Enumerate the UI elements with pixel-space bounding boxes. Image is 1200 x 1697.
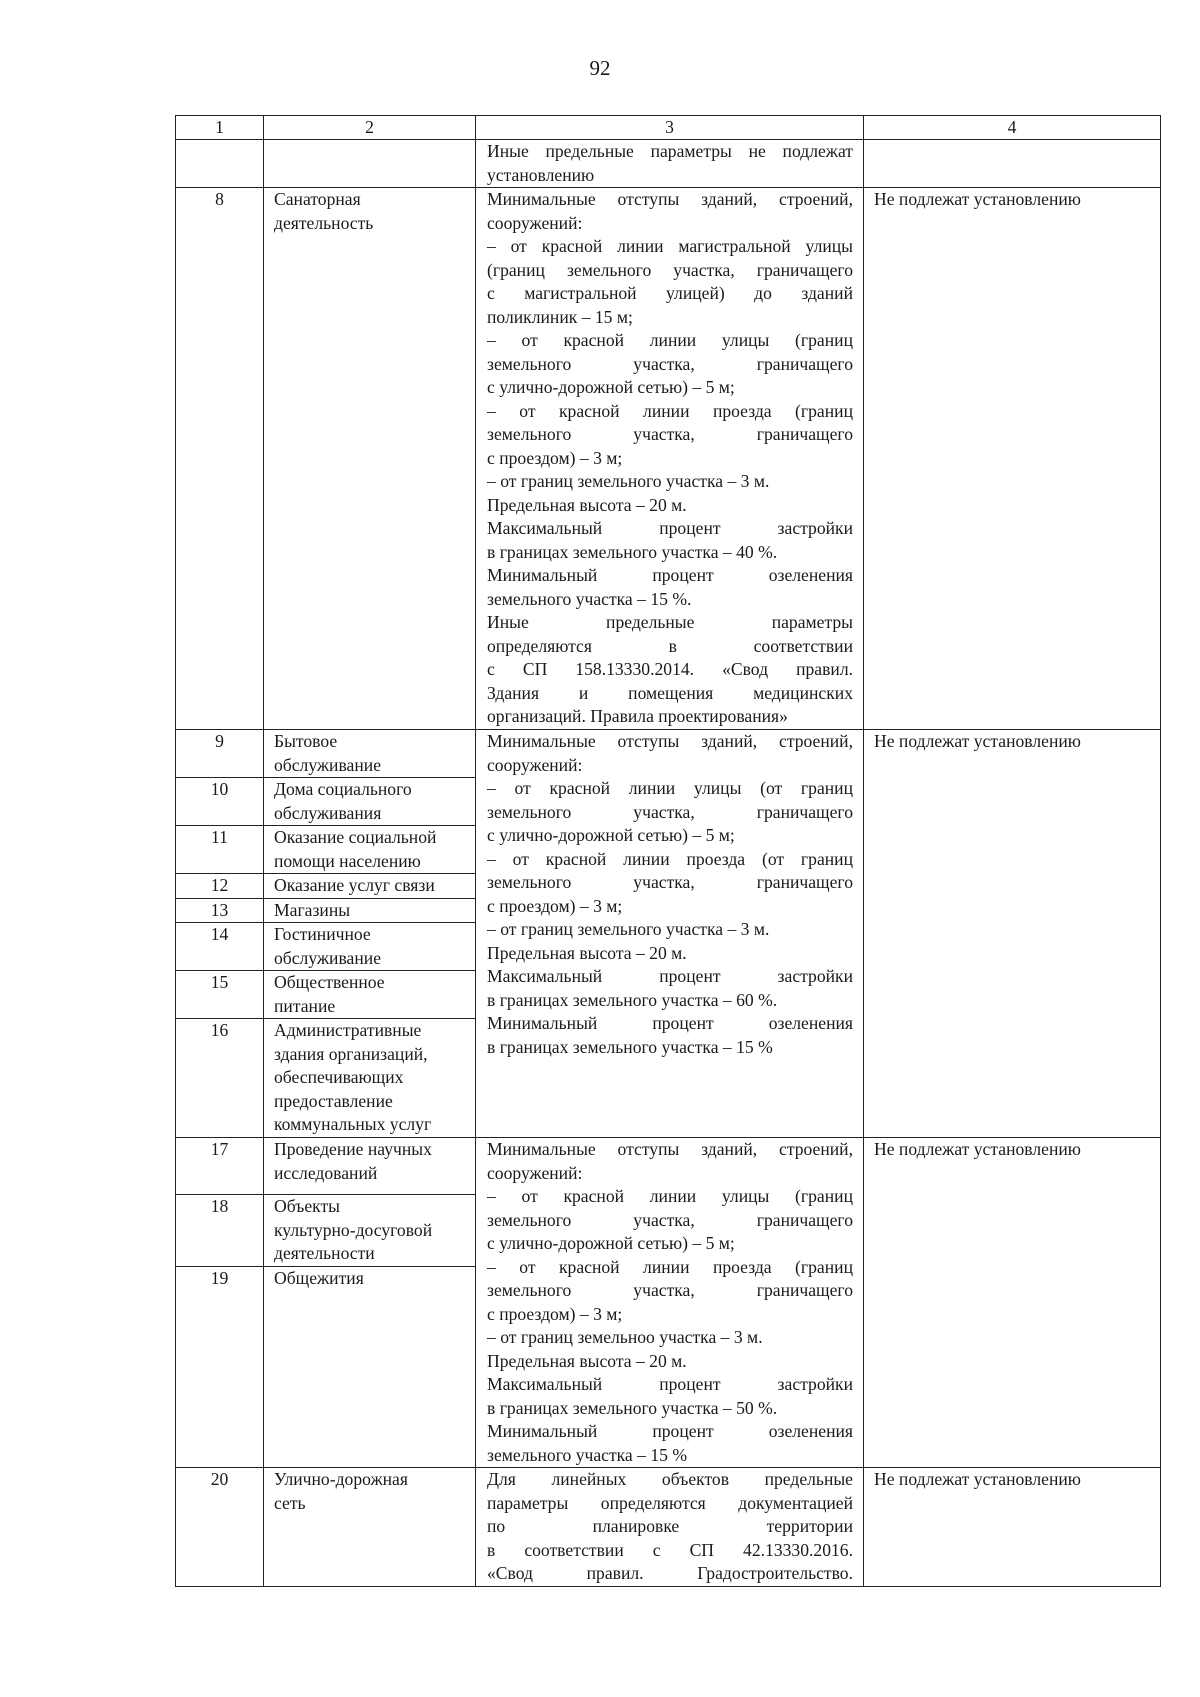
param-line: земельного участка – 15 %. [487,588,692,609]
name-line: коммунальных услуг [274,1114,432,1134]
header-col-3: 3 [476,116,864,140]
use-name [264,778,476,826]
page-number: 92 [589,56,611,80]
param-line: сооружений: [487,1162,583,1183]
use-name [264,140,476,188]
param-line: с проездом) – 3 м; [487,447,623,468]
parameters-cell [476,1138,864,1468]
table-row [176,188,1161,730]
param-line: – от красной линии проезда (границ [487,1256,853,1277]
use-name [264,1138,476,1195]
param-line: земельного участка, граничащего [487,424,853,444]
row-number: 16 [176,1019,264,1138]
param-line: – от красной линии проезда (границ [487,400,853,421]
use-name [264,188,476,730]
use-name [264,874,476,899]
name-line: обслуживание [274,947,381,968]
param-line: в границах земельного участка – 40 %. [487,541,778,562]
param-line: Максимальный процент застройки [487,1374,853,1394]
param-line: земельного участка, граничащего [487,1209,853,1230]
param-line: – от границ земельного участка – 3 м. [487,919,770,939]
table-header-row [176,116,1161,140]
note-cell: Не подлежат установлению [864,1138,1161,1468]
use-name [264,1019,476,1138]
name-line: деятельность [274,212,374,233]
note-cell: Не подлежат установлению [864,730,1161,1138]
param-line: в границах земельного участка – 50 %. [487,1397,778,1418]
param-line: Для линейных объектов предельные [487,1469,853,1489]
param-line: Минимальные отступы зданий, строений, [487,189,853,209]
param-line: «Свод правил. Градостроительство. [487,1563,853,1583]
name-line: обеспечивающих [274,1067,404,1087]
param-line: – от красной линии улицы (от границ [487,778,853,798]
name-line: питание [274,995,336,1016]
param-line: организаций. Правила проектирования» [487,706,788,726]
use-name [264,971,476,1019]
use-name [264,1267,476,1468]
name-line: Дома социального [274,779,412,799]
param-line: в границах земельного участка – 15 % [487,1036,773,1057]
param-line: поликлиник – 15 м; [487,306,633,327]
param-line: с проездом) – 3 м; [487,895,623,916]
row-number: 12 [176,874,264,899]
row-number: 19 [176,1267,264,1468]
name-line: обслуживания [274,802,382,823]
name-line: обслуживание [274,754,381,775]
name-line: Объекты [274,1196,340,1217]
param-line: Предельная высота – 20 м. [487,1350,687,1371]
table-row [176,1468,1161,1587]
note-cell: Не подлежат установлению [864,1468,1161,1587]
parameters-cell [476,730,864,1138]
name-line: исследований [274,1162,378,1183]
param-line: Минимальный процент озеленения [487,1421,853,1441]
table-row [176,730,1161,778]
param-line: Иные предельные параметры [487,612,853,632]
name-line: культурно-досуговой [274,1219,433,1240]
header-col-1: 1 [176,116,264,140]
param-line: – от красной линии проезда (от границ [487,848,853,869]
param-line: Здания и помещения медицинских [487,682,853,703]
row-number: 13 [176,898,264,923]
use-name [264,898,476,923]
param-line: сооружений: [487,212,583,233]
param-line: земельного участка, граничащего [487,1280,853,1300]
param-line: земельного участка, граничащего [487,801,853,822]
name-line: Бытовое [274,731,338,751]
param-line: – от красной линии магистральной улицы [487,236,853,256]
param-line: с улично-дорожной сетью) – 5 м; [487,825,735,845]
param-line: Минимальный процент озеленения [487,565,853,585]
header-col-2: 2 [264,116,476,140]
row-number [176,140,264,188]
name-line: Магазины [274,899,351,920]
name-line: предоставление [274,1090,393,1111]
param-line: с проездом) – 3 м; [487,1303,623,1324]
param-line: земельного участка, граничащего [487,353,853,374]
param-line: с СП 158.13330.2014. «Свод правил. [487,659,853,679]
param-line: земельного участка, граничащего [487,872,853,892]
param-line: – от красной линии улицы (границ [487,330,853,350]
table-row [176,1138,1161,1195]
param-line: установлению [487,164,595,185]
param-line: в границах земельного участка – 60 %. [487,989,778,1010]
param-line: сооружений: [487,754,583,775]
row-number: 9 [176,730,264,778]
row-number: 10 [176,778,264,826]
row-number: 17 [176,1138,264,1195]
name-line: Гостиничное [274,924,371,944]
param-line: Иные предельные параметры не подлежат [487,141,853,161]
name-line: Общежития [274,1268,364,1289]
param-line: – от границ земельноо участка – 3 м. [487,1327,763,1347]
param-line: земельного участка – 15 % [487,1444,687,1465]
note-cell [864,140,1161,188]
use-name [264,730,476,778]
name-line: Проведение научных [274,1139,432,1159]
param-line: – от границ земельного участка – 3 м. [487,471,770,491]
row-number: 18 [176,1195,264,1267]
param-line: с магистральной улицей) до зданий [487,283,853,303]
param-line: Минимальные отступы зданий, строений, [487,731,853,751]
row-number: 11 [176,826,264,874]
name-line: Общественное [274,972,385,992]
use-name [264,1468,476,1587]
name-line: здания организаций, [274,1043,428,1064]
parameters-cell [476,1468,864,1587]
param-line: Минимальные отступы зданий, строений, [487,1139,853,1159]
row-number: 8 [176,188,264,730]
param-line: Максимальный процент застройки [487,518,853,538]
param-line: Предельная высота – 20 м. [487,942,687,963]
name-line: помощи населению [274,850,421,871]
param-line: Предельная высота – 20 м. [487,494,687,515]
param-line: Минимальный процент озеленения [487,1013,853,1033]
name-line: Оказание социальной [274,827,437,847]
row-number: 15 [176,971,264,1019]
name-line: сеть [274,1492,306,1513]
note-cell: Не подлежат установлению [864,188,1161,730]
name-line: деятельности [274,1243,375,1264]
param-line: в соответствии с СП 42.13330.2016. [487,1539,853,1560]
param-line: определяются в соответствии [487,635,853,656]
name-line: Улично-дорожная [274,1469,408,1489]
row-number: 20 [176,1468,264,1587]
use-name [264,1195,476,1267]
param-line: (границ земельного участка, граничащего [487,259,853,280]
param-line: – от красной линии улицы (границ [487,1186,853,1206]
header-col-4: 4 [864,116,1161,140]
table-row [176,140,1161,188]
parameters-cell [476,188,864,730]
parameters-cell [476,140,864,188]
use-name [264,826,476,874]
row-number: 14 [176,923,264,971]
use-name [264,923,476,971]
regulations-table [175,115,1161,1587]
name-line: Оказание услуг связи [274,875,435,895]
param-line: параметры определяются документацией [487,1492,853,1513]
param-line: с улично-дорожной сетью) – 5 м; [487,377,735,397]
param-line: с улично-дорожной сетью) – 5 м; [487,1233,735,1253]
name-line: Административные [274,1020,422,1040]
param-line: по планировке территории [487,1516,853,1536]
name-line: Санаторная [274,189,361,209]
param-line: Максимальный процент застройки [487,966,853,986]
